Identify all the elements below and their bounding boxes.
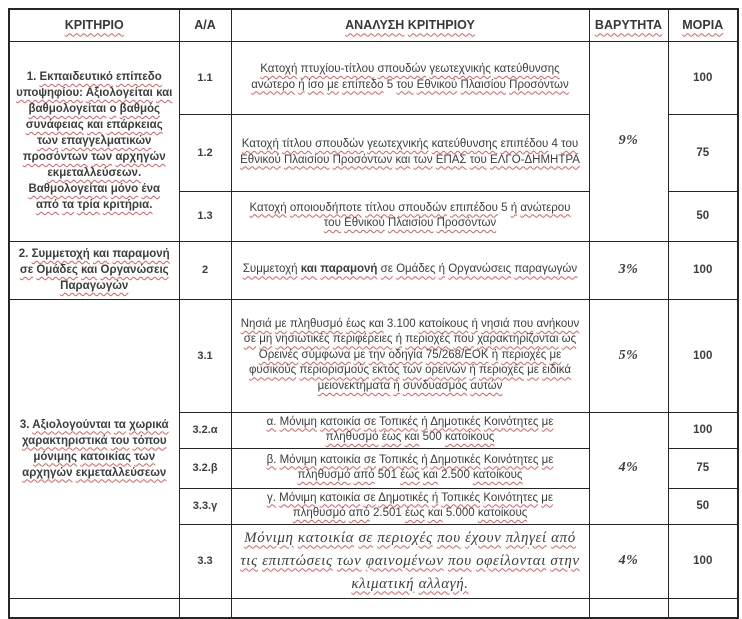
analysis-cell <box>231 412 589 448</box>
header-row <box>9 9 738 41</box>
analysis-cell <box>231 241 589 299</box>
header-criterion-label: ΚΡΙΤΗΡΙΟ <box>64 18 124 33</box>
weight-cell: 3% <box>589 241 668 299</box>
analysis-text: Κατοχή πτυχίου-τίτλου σπουδών γεωτεχνικής κατεύθυνσης ανώτερο ή ίσο με επίπεδο 5 του Εθνικού Πλαισίου Προσόντων <box>251 63 569 91</box>
analysis-text: Κατοχή οποιουδήποτε τίτλου σπουδών επιπέδου 5 ή ανώτερου του Εθνικού Πλαισίου Προσόντων <box>249 201 571 229</box>
row-num-cell: 3.3 <box>179 524 231 598</box>
table-row <box>9 299 738 412</box>
header-analysis-label: ΑΝΑΛΥΣΗ ΚΡΙΤΗΡΙΟΥ <box>345 18 475 33</box>
row-num-cell: 1.1 <box>179 41 231 114</box>
criteria-table <box>8 8 739 619</box>
header-criterion <box>9 9 179 41</box>
table-row <box>9 41 738 114</box>
partial-cell <box>9 598 179 618</box>
weight-cell: 4% <box>589 412 668 524</box>
partial-row <box>9 598 738 618</box>
analysis-cell <box>231 114 589 191</box>
row-num-cell: 2 <box>179 241 231 299</box>
points-cell: 100 <box>668 412 738 448</box>
points-cell: 75 <box>668 114 738 191</box>
analysis-text: Συμμετοχή <box>242 263 298 276</box>
points-cell: 100 <box>668 241 738 299</box>
analysis-cell <box>231 41 589 114</box>
header-weight <box>589 9 668 41</box>
analysis-cell <box>231 488 589 524</box>
header-points-label: ΜΟΡΙΑ <box>682 18 724 33</box>
analysis-text: σε Ομάδες ή Οργανώσεις παραγωγών <box>380 263 578 276</box>
analysis-cell <box>231 191 589 241</box>
row-num-cell: 3.1 <box>179 299 231 412</box>
weight-cell: 4% <box>589 524 668 598</box>
weight-cell: 9% <box>589 41 668 241</box>
analysis-text: Κατοχή τίτλου σπουδών γεωτεχνικής κατεύθυνσης επιπέδου 4 του Εθνικού Πλαισίου Προσόντων και των ΕΠΑΣ του ΕΛΓΟ-ΔΗΜΗΤΡΑ <box>240 138 580 166</box>
table-row <box>9 241 738 299</box>
row-num-cell: 3.2.β <box>179 448 231 488</box>
row-num-cell: 1.3 <box>179 191 231 241</box>
partial-cell <box>179 598 231 618</box>
analysis-cell <box>231 299 589 412</box>
analysis-text: β. Μόνιμη κατοικία σε Τοπικές ή Δημοτικές Κοινότητες με πληθυσμό από 501 έως και 2.500 κατοίκους <box>266 453 554 481</box>
points-cell: 100 <box>668 41 738 114</box>
row-num-cell: 3.2.α <box>179 412 231 448</box>
row-num-cell: 3.3.γ <box>179 488 231 524</box>
weight-cell: 5% <box>589 299 668 412</box>
points-cell: 100 <box>668 524 738 598</box>
header-points <box>668 9 738 41</box>
criterion-2-text: 2. Συμμετοχή και παραμονή σε Ομάδες και Οργανώσεις Παραγωγών <box>18 248 170 292</box>
criterion-1-text: 1. Εκπαιδευτικό επίπεδο υποψηφίου: Αξιολογείται και βαθμολογείται ο βαθμός συνάφειας και επάρκειας των επαγγελματικών προσόντων των αρχηγών εκμεταλλεύσεων. Βαθμολογείται μόνο ένα από τα τρία κριτήρια. <box>16 71 173 211</box>
points-cell: 50 <box>668 488 738 524</box>
row-num-cell: 1.2 <box>179 114 231 191</box>
criterion-1-cell <box>9 41 179 241</box>
header-weight-label: ΒΑΡΥΤΗΤΑ <box>594 18 663 33</box>
criterion-3-text: 3. Αξιολογούνται τα χωρικά χαρακτηριστικά του τόπου μόνιμης κατοικίας των αρχηγών εκμεταλλεύσεων <box>19 418 169 479</box>
points-cell: 75 <box>668 448 738 488</box>
criterion-3-cell <box>9 299 179 598</box>
header-num-label: Α/Α <box>194 18 216 33</box>
header-analysis <box>231 9 589 41</box>
criterion-2-cell <box>9 241 179 299</box>
points-cell: 50 <box>668 191 738 241</box>
analysis-text-bold: και παραμονή <box>300 263 378 276</box>
analysis-cell <box>231 524 589 598</box>
analysis-text: Νησιά με πληθυσμό έως και 3.100 κατοίκους ή νησιά που ανήκουν σε μη νησιωτικές περιφέρειες ή περιοχές που χαρακτηρίζονται ως Ορεινές σύμφωνα με την οδηγία 75/268/ΕΟΚ ή περιοχές με φυσικούς περιορισμούς εκτός των ορεινών ή περιοχές με ειδικά μειονεκτήματα ή συνδυασμός αυτών <box>240 317 580 392</box>
partial-cell <box>231 598 589 618</box>
analysis-cell <box>231 448 589 488</box>
analysis-text: Μόνιμη κατοικία σε περιοχές που έχουν πληγεί από τις επιπτώσεις των φαινομένων που οφείλονται στην κλιματική αλλαγή. <box>240 529 580 592</box>
points-cell: 100 <box>668 299 738 412</box>
partial-cell <box>589 598 668 618</box>
partial-cell <box>668 598 738 618</box>
header-num <box>179 9 231 41</box>
analysis-text: γ. Μόνιμη κατοικία σε Δημοτικές ή Τοπικές Κοινότητες με πληθυσμό από 2.501 έως και 5.000 κατοίκους <box>267 491 553 519</box>
analysis-text: α. Μόνιμη κατοικία σε Τοπικές ή Δημοτικές Κοινότητες με πληθυσμό έως και 500 κατοίκους <box>266 415 554 443</box>
